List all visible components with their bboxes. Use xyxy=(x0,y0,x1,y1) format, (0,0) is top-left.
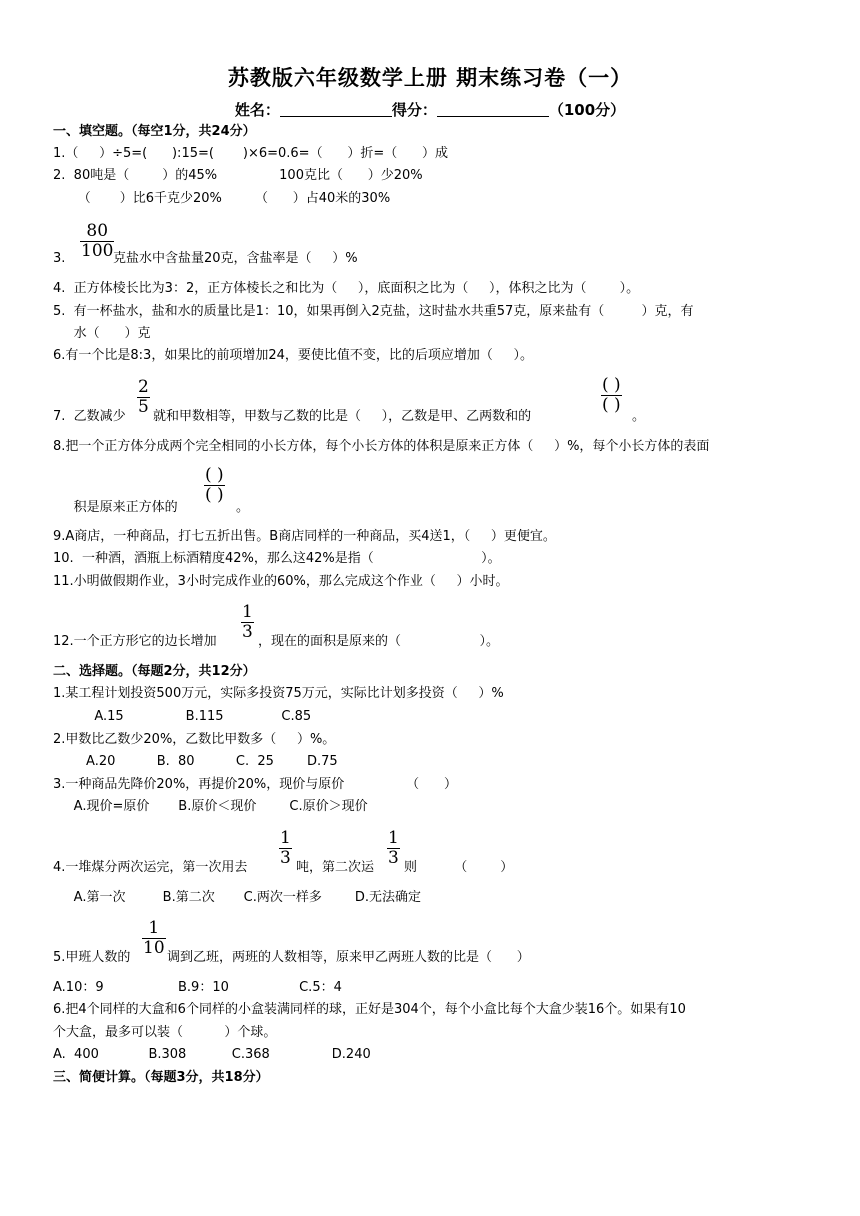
question-3: 克盐水中含盐量20克，含盐率是（ ）% xyxy=(113,251,358,266)
fraction-numerator: 1 xyxy=(280,828,291,848)
section-fill-in-heading: 一、填空题。（每空1分，共24分） xyxy=(53,124,256,139)
fraction-numerator: 1 xyxy=(148,918,160,938)
question-7-start: 7. 乙数减少 xyxy=(53,409,126,424)
fraction-numerator: 2 xyxy=(138,377,149,397)
name-label: 姓名： xyxy=(234,101,280,119)
fraction-1-3 xyxy=(241,603,254,642)
choice-3: 3.一种商品先降价20%，再提价20%，现价与原价 （ ） xyxy=(53,777,457,792)
choice-1: 1.某工程计划投资500万元，实际多投资75万元，实际比计划多投资（ ）% xyxy=(53,686,504,701)
fraction-denominator: 10 xyxy=(143,938,165,958)
fraction-denominator: ( ) xyxy=(205,485,224,505)
fraction-numerator: 80 xyxy=(86,221,109,241)
name-blank[interactable] xyxy=(280,102,392,117)
fraction-2-5 xyxy=(137,378,150,417)
choice-5-options: A.10：9 B.9：10 C.5：4 xyxy=(53,980,342,995)
choice-2: 2.甲数比乙数少20%，乙数比甲数多（ ）%。 xyxy=(53,732,336,747)
fraction-1-10 xyxy=(142,919,166,958)
score-label: 得分： xyxy=(391,101,437,119)
fraction-denominator: 3 xyxy=(388,848,399,868)
choice-6a: 6.把4个同样的大盒和6个同样的小盒装满同样的球，正好是304个，每个小盒比每个大盒少装16个。如果有10 xyxy=(53,1002,686,1017)
choice-4-start: 4.一堆煤分两次运完，第一次用去 xyxy=(53,860,248,875)
question-7-mid: 就和甲数相等，甲数与乙数的比是（ ），乙数是甲、乙两数和的 xyxy=(153,409,532,424)
question-1: 1.（ ）÷5=( ):15=( )×6=0.6=（ ）折=（ ）成 xyxy=(53,146,449,161)
choice-4-end: 则 （ ） xyxy=(404,860,514,875)
fraction-80-100 xyxy=(80,222,114,261)
fraction-numerator: 1 xyxy=(242,602,253,622)
fraction-denominator: 3 xyxy=(280,848,291,868)
page-title: 苏教版六年级数学上册 期末练习卷（一） xyxy=(227,66,633,90)
question-8a: 8.把一个正方体分成两个完全相同的小长方体，每个小长方体的体积是原来正方体（ ）%，每个小长方体的表面 xyxy=(53,439,710,454)
question-5a: 5. 有一杯盐水，盐和水的质量比是1：10，如果再倒入2克盐，这时盐水共重57克，原来盐有（ ）克，有 xyxy=(53,304,694,319)
question-10: 10. 一种酒，酒瓶上标酒精度42%，那么这42%是指（ ）。 xyxy=(53,551,501,566)
question-8b: 积是原来正方体的 xyxy=(53,500,178,515)
fraction-denominator: 100 xyxy=(81,241,114,261)
fraction-denominator: 3 xyxy=(242,622,253,642)
question-8-end: 。 xyxy=(236,500,250,515)
fraction-numerator: ( ) xyxy=(205,465,224,485)
question-9: 9.A商店，一种商品，打七五折出售。B商店同样的一种商品，买4送1，（ ）更便宜。 xyxy=(53,529,556,544)
question-3-number: 3. xyxy=(53,251,66,266)
score-blank[interactable] xyxy=(437,102,549,117)
fraction-1-3 xyxy=(279,829,292,868)
question-6: 6.有一个比是8:3，如果比的前项增加24，要使比值不变，比的后项应增加（ ）。 xyxy=(53,348,534,363)
fraction-denominator: ( ) xyxy=(602,395,621,415)
question-2a: 2. 80吨是（ ）的45% 100克比（ ）少20% xyxy=(53,168,423,183)
fraction-numerator: ( ) xyxy=(602,375,621,395)
choice-5-start: 5.甲班人数的 xyxy=(53,950,131,965)
choice-1-options: A.15 B.115 C.85 xyxy=(53,709,312,724)
choice-4-mid: 吨，第二次运 xyxy=(296,860,375,875)
question-4: 4. 正方体棱长比为3：2，正方体棱长之和比为（ ），底面积之比为（ ），体积之比为（ ）。 xyxy=(53,281,640,296)
fraction-denominator: 5 xyxy=(138,397,149,417)
total-score: （100分） xyxy=(548,101,626,119)
question-5b: 水（ ）克 xyxy=(53,326,151,341)
section-calc-heading: 三、简便计算。（每题3分，共18分） xyxy=(53,1070,269,1085)
section-choice-heading: 二、选择题。（每题2分，共12分） xyxy=(53,664,256,679)
choice-6b: 个大盒，最多可以装（ ）个球。 xyxy=(53,1025,277,1040)
choice-5-end: 调到乙班，两班的人数相等，原来甲乙两班人数的比是（ ） xyxy=(167,950,530,965)
question-12-end: ，现在的面积是原来的（ ）。 xyxy=(258,634,500,649)
choice-2-options: A.20 B. 80 C. 25 D.75 xyxy=(53,754,338,769)
question-2b: （ ）比6千克少20% （ ）占40米的30% xyxy=(53,191,391,206)
name-score-row xyxy=(0,99,860,120)
choice-6-options: A. 400 B.308 C.368 D.240 xyxy=(53,1047,371,1062)
fraction-blank-8[interactable] xyxy=(204,466,225,505)
question-7-end: 。 xyxy=(632,409,646,424)
choice-4-options: A.第一次 B.第二次 C.两次一样多 D.无法确定 xyxy=(53,890,422,905)
choice-3-options: A.现价=原价 B.原价＜现价 C.原价＞现价 xyxy=(53,799,368,814)
fraction-numerator: 1 xyxy=(388,828,399,848)
question-12-start: 12.一个正方形它的边长增加 xyxy=(53,634,217,649)
fraction-1-3 xyxy=(387,829,400,868)
fraction-blank-7[interactable] xyxy=(601,376,622,415)
question-11: 11.小明做假期作业，3小时完成作业的60%，那么完成这个作业（ ）小时。 xyxy=(53,574,509,589)
